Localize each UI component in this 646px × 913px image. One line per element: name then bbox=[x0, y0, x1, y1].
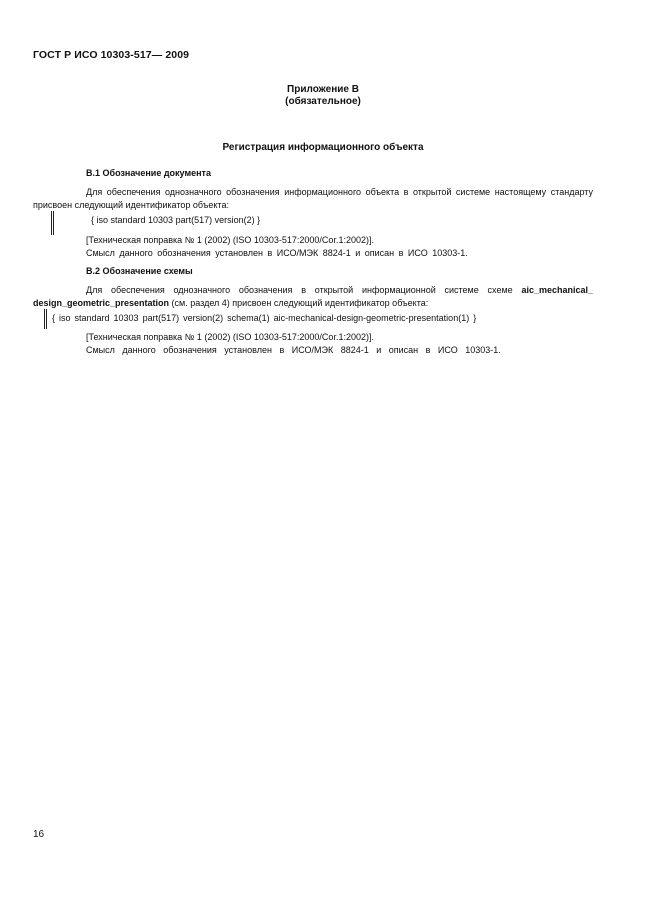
appendix-title: Приложение В bbox=[287, 84, 359, 95]
appendix-status: (обязательное) bbox=[285, 96, 361, 107]
change-bar bbox=[46, 309, 47, 329]
page-number: 16 bbox=[33, 829, 45, 840]
document-header: ГОСТ Р ИСО 10303-517— 2009 bbox=[33, 49, 190, 61]
b2-identifier: { iso standard 10303 part(517) version(2) schema(1) aic-mechanical-design-geometric-presentation(1) } bbox=[52, 313, 477, 323]
section-title: Регистрация информационного объекта bbox=[222, 142, 424, 153]
b2-correction-note: [Техническая поправка № 1 (2002) (ISO 10303-517:2000/Cor.1:2002)]. bbox=[86, 332, 374, 342]
b2-paragraph: Для обеспечения однозначного обозначения в открытой информационной системе схеме aic_mechanical_ design_geometric_presentation (см. раздел 4) присвоен следующий идентификатор объекта: bbox=[33, 285, 593, 308]
b1-correction-note: [Техническая поправка № 1 (2002) (ISO 10303-517:2000/Cor.1:2002)]. bbox=[86, 235, 374, 245]
change-bar bbox=[53, 211, 54, 235]
b1-meaning-note: Смысл данного обозначения установлен в ИСО/МЭК 8824-1 и описан в ИСО 10303-1. bbox=[86, 248, 468, 258]
b2-heading: В.2 Обозначение схемы bbox=[86, 266, 193, 276]
b1-heading: В.1 Обозначение документа bbox=[86, 168, 211, 178]
b2-meaning-note: Смысл данного обозначения установлен в ИСО/МЭК 8824-1 и описан в ИСО 10303-1. bbox=[86, 345, 501, 355]
schema-name: aic_mechanical_ design_geometric_presentation bbox=[33, 285, 593, 308]
change-bar bbox=[51, 211, 52, 235]
change-bar bbox=[44, 309, 45, 329]
b1-paragraph: Для обеспечения однозначного обозначения информационного объекта в открытой системе настоящему стандарту присвоен следующий идентификатор объекта: bbox=[33, 187, 593, 210]
b1-identifier: { iso standard 10303 part(517) version(2) } bbox=[91, 215, 261, 225]
